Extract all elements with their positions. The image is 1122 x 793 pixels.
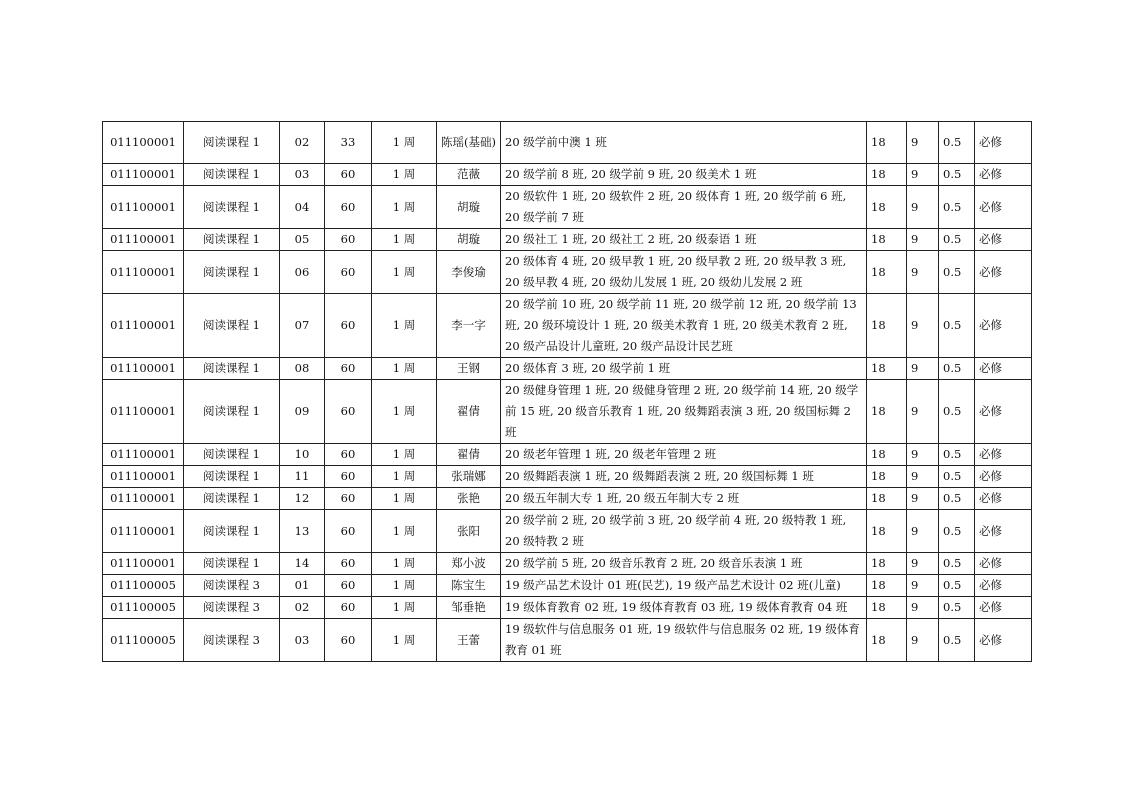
course-code-cell: 011100005 xyxy=(103,575,184,597)
credit-cell: 0.5 xyxy=(939,488,975,510)
teacher-cell: 郑小波 xyxy=(437,553,501,575)
course-code-cell: 011100001 xyxy=(103,380,184,444)
course-name-cell: 阅读课程 3 xyxy=(184,619,280,662)
capacity-cell: 60 xyxy=(325,619,372,662)
duration-cell: 1 周 xyxy=(372,444,437,466)
class-list-cell: 20 级软件 1 班, 20 级软件 2 班, 20 级体育 1 班, 20 级学前 6 班, 20 级学前 7 班 xyxy=(501,186,867,229)
duration-cell: 1 周 xyxy=(372,380,437,444)
duration-cell: 1 周 xyxy=(372,553,437,575)
credit-cell: 0.5 xyxy=(939,186,975,229)
duration-cell: 1 周 xyxy=(372,466,437,488)
teacher-cell: 李一字 xyxy=(437,294,501,358)
capacity-cell: 60 xyxy=(325,294,372,358)
course-type-cell: 必修 xyxy=(975,619,1032,662)
hours-cell: 18 xyxy=(867,597,907,619)
section-number-cell: 02 xyxy=(280,122,325,164)
course-name-cell: 阅读课程 1 xyxy=(184,164,280,186)
course-name-cell: 阅读课程 3 xyxy=(184,575,280,597)
teacher-cell: 范薇 xyxy=(437,164,501,186)
weeks-cell: 9 xyxy=(907,575,939,597)
duration-cell: 1 周 xyxy=(372,619,437,662)
teacher-cell: 胡璇 xyxy=(437,186,501,229)
credit-cell: 0.5 xyxy=(939,229,975,251)
table-row xyxy=(103,444,1032,466)
weeks-cell: 9 xyxy=(907,510,939,553)
course-code-cell: 011100005 xyxy=(103,619,184,662)
section-number-cell: 03 xyxy=(280,619,325,662)
hours-cell: 18 xyxy=(867,380,907,444)
credit-cell: 0.5 xyxy=(939,444,975,466)
weeks-cell: 9 xyxy=(907,444,939,466)
weeks-cell: 9 xyxy=(907,619,939,662)
hours-cell: 18 xyxy=(867,186,907,229)
capacity-cell: 60 xyxy=(325,466,372,488)
course-type-cell: 必修 xyxy=(975,186,1032,229)
course-name-cell: 阅读课程 1 xyxy=(184,229,280,251)
course-schedule-table xyxy=(102,121,1032,662)
teacher-cell: 张瑞娜 xyxy=(437,466,501,488)
hours-cell: 18 xyxy=(867,164,907,186)
course-type-cell: 必修 xyxy=(975,488,1032,510)
teacher-cell: 王蕾 xyxy=(437,619,501,662)
section-number-cell: 04 xyxy=(280,186,325,229)
table-row xyxy=(103,164,1032,186)
table-row xyxy=(103,186,1032,229)
teacher-cell: 张阳 xyxy=(437,510,501,553)
course-code-cell: 011100001 xyxy=(103,466,184,488)
course-name-cell: 阅读课程 1 xyxy=(184,510,280,553)
capacity-cell: 60 xyxy=(325,597,372,619)
credit-cell: 0.5 xyxy=(939,122,975,164)
section-number-cell: 14 xyxy=(280,553,325,575)
duration-cell: 1 周 xyxy=(372,358,437,380)
capacity-cell: 60 xyxy=(325,575,372,597)
class-list-cell: 20 级社工 1 班, 20 级社工 2 班, 20 级泰语 1 班 xyxy=(501,229,867,251)
credit-cell: 0.5 xyxy=(939,294,975,358)
course-code-cell: 011100001 xyxy=(103,186,184,229)
teacher-cell: 张艳 xyxy=(437,488,501,510)
hours-cell: 18 xyxy=(867,294,907,358)
course-code-cell: 011100005 xyxy=(103,597,184,619)
table-body xyxy=(103,122,1032,662)
course-name-cell: 阅读课程 1 xyxy=(184,444,280,466)
hours-cell: 18 xyxy=(867,619,907,662)
table-row xyxy=(103,251,1032,294)
hours-cell: 18 xyxy=(867,466,907,488)
hours-cell: 18 xyxy=(867,488,907,510)
class-list-cell: 19 级产品艺术设计 01 班(民艺), 19 级产品艺术设计 02 班(儿童) xyxy=(501,575,867,597)
hours-cell: 18 xyxy=(867,251,907,294)
hours-cell: 18 xyxy=(867,575,907,597)
teacher-cell: 胡璇 xyxy=(437,229,501,251)
duration-cell: 1 周 xyxy=(372,597,437,619)
credit-cell: 0.5 xyxy=(939,575,975,597)
hours-cell: 18 xyxy=(867,444,907,466)
section-number-cell: 08 xyxy=(280,358,325,380)
duration-cell: 1 周 xyxy=(372,294,437,358)
credit-cell: 0.5 xyxy=(939,619,975,662)
hours-cell: 18 xyxy=(867,122,907,164)
weeks-cell: 9 xyxy=(907,122,939,164)
table-row xyxy=(103,553,1032,575)
class-list-cell: 20 级学前 2 班, 20 级学前 3 班, 20 级学前 4 班, 20 级特教 1 班, 20 级特教 2 班 xyxy=(501,510,867,553)
class-list-cell: 20 级学前 5 班, 20 级音乐教育 2 班, 20 级音乐表演 1 班 xyxy=(501,553,867,575)
class-list-cell: 20 级学前中澳 1 班 xyxy=(501,122,867,164)
section-number-cell: 10 xyxy=(280,444,325,466)
table-row xyxy=(103,597,1032,619)
course-name-cell: 阅读课程 1 xyxy=(184,553,280,575)
weeks-cell: 9 xyxy=(907,229,939,251)
weeks-cell: 9 xyxy=(907,186,939,229)
capacity-cell: 60 xyxy=(325,358,372,380)
credit-cell: 0.5 xyxy=(939,466,975,488)
course-code-cell: 011100001 xyxy=(103,444,184,466)
teacher-cell: 陈瑶(基础) xyxy=(437,122,501,164)
duration-cell: 1 周 xyxy=(372,575,437,597)
weeks-cell: 9 xyxy=(907,380,939,444)
section-number-cell: 06 xyxy=(280,251,325,294)
course-type-cell: 必修 xyxy=(975,597,1032,619)
teacher-cell: 李俊瑜 xyxy=(437,251,501,294)
course-type-cell: 必修 xyxy=(975,380,1032,444)
capacity-cell: 60 xyxy=(325,510,372,553)
course-type-cell: 必修 xyxy=(975,229,1032,251)
course-code-cell: 011100001 xyxy=(103,229,184,251)
credit-cell: 0.5 xyxy=(939,358,975,380)
class-list-cell: 20 级老年管理 1 班, 20 级老年管理 2 班 xyxy=(501,444,867,466)
course-code-cell: 011100001 xyxy=(103,251,184,294)
class-list-cell: 20 级五年制大专 1 班, 20 级五年制大专 2 班 xyxy=(501,488,867,510)
course-name-cell: 阅读课程 1 xyxy=(184,186,280,229)
capacity-cell: 60 xyxy=(325,444,372,466)
course-code-cell: 011100001 xyxy=(103,294,184,358)
capacity-cell: 60 xyxy=(325,553,372,575)
course-code-cell: 011100001 xyxy=(103,553,184,575)
duration-cell: 1 周 xyxy=(372,251,437,294)
class-list-cell: 20 级学前 10 班, 20 级学前 11 班, 20 级学前 12 班, 20 级学前 13 班, 20 级环境设计 1 班, 20 级美术教育 1 班, 20 级美术教育 2 班, 20 级产品设计儿童班, 20 级产品设计民艺班 xyxy=(501,294,867,358)
course-name-cell: 阅读课程 3 xyxy=(184,597,280,619)
course-code-cell: 011100001 xyxy=(103,488,184,510)
class-list-cell: 20 级学前 8 班, 20 级学前 9 班, 20 级美术 1 班 xyxy=(501,164,867,186)
section-number-cell: 02 xyxy=(280,597,325,619)
hours-cell: 18 xyxy=(867,553,907,575)
credit-cell: 0.5 xyxy=(939,164,975,186)
course-type-cell: 必修 xyxy=(975,251,1032,294)
table-row xyxy=(103,122,1032,164)
table-row xyxy=(103,575,1032,597)
credit-cell: 0.5 xyxy=(939,380,975,444)
capacity-cell: 33 xyxy=(325,122,372,164)
capacity-cell: 60 xyxy=(325,164,372,186)
duration-cell: 1 周 xyxy=(372,510,437,553)
class-list-cell: 20 级健身管理 1 班, 20 级健身管理 2 班, 20 级学前 14 班, 20 级学前 15 班, 20 级音乐教育 1 班, 20 级舞蹈表演 3 班, 20 级国标舞 2 班 xyxy=(501,380,867,444)
table-row xyxy=(103,358,1032,380)
class-list-cell: 20 级体育 4 班, 20 级早教 1 班, 20 级早教 2 班, 20 级早教 3 班, 20 级早教 4 班, 20 级幼儿发展 1 班, 20 级幼儿发展 2 班 xyxy=(501,251,867,294)
table-row xyxy=(103,510,1032,553)
credit-cell: 0.5 xyxy=(939,251,975,294)
capacity-cell: 60 xyxy=(325,229,372,251)
course-type-cell: 必修 xyxy=(975,466,1032,488)
credit-cell: 0.5 xyxy=(939,597,975,619)
course-code-cell: 011100001 xyxy=(103,358,184,380)
weeks-cell: 9 xyxy=(907,358,939,380)
class-list-cell: 20 级舞蹈表演 1 班, 20 级舞蹈表演 2 班, 20 级国标舞 1 班 xyxy=(501,466,867,488)
credit-cell: 0.5 xyxy=(939,510,975,553)
course-type-cell: 必修 xyxy=(975,575,1032,597)
course-name-cell: 阅读课程 1 xyxy=(184,294,280,358)
section-number-cell: 09 xyxy=(280,380,325,444)
teacher-cell: 陈宝生 xyxy=(437,575,501,597)
teacher-cell: 翟倩 xyxy=(437,380,501,444)
duration-cell: 1 周 xyxy=(372,229,437,251)
duration-cell: 1 周 xyxy=(372,122,437,164)
section-number-cell: 11 xyxy=(280,466,325,488)
course-name-cell: 阅读课程 1 xyxy=(184,466,280,488)
teacher-cell: 翟倩 xyxy=(437,444,501,466)
course-code-cell: 011100001 xyxy=(103,510,184,553)
course-type-cell: 必修 xyxy=(975,358,1032,380)
hours-cell: 18 xyxy=(867,229,907,251)
course-code-cell: 011100001 xyxy=(103,122,184,164)
duration-cell: 1 周 xyxy=(372,164,437,186)
section-number-cell: 13 xyxy=(280,510,325,553)
course-type-cell: 必修 xyxy=(975,510,1032,553)
course-type-cell: 必修 xyxy=(975,122,1032,164)
table-row xyxy=(103,294,1032,358)
weeks-cell: 9 xyxy=(907,597,939,619)
table-row xyxy=(103,380,1032,444)
weeks-cell: 9 xyxy=(907,488,939,510)
table-row xyxy=(103,466,1032,488)
weeks-cell: 9 xyxy=(907,553,939,575)
course-type-cell: 必修 xyxy=(975,444,1032,466)
section-number-cell: 05 xyxy=(280,229,325,251)
table-row xyxy=(103,488,1032,510)
teacher-cell: 邹垂艳 xyxy=(437,597,501,619)
capacity-cell: 60 xyxy=(325,488,372,510)
course-name-cell: 阅读课程 1 xyxy=(184,251,280,294)
class-list-cell: 19 级软件与信息服务 01 班, 19 级软件与信息服务 02 班, 19 级体育教育 01 班 xyxy=(501,619,867,662)
credit-cell: 0.5 xyxy=(939,553,975,575)
weeks-cell: 9 xyxy=(907,251,939,294)
course-type-cell: 必修 xyxy=(975,164,1032,186)
section-number-cell: 01 xyxy=(280,575,325,597)
course-name-cell: 阅读课程 1 xyxy=(184,358,280,380)
course-type-cell: 必修 xyxy=(975,553,1032,575)
hours-cell: 18 xyxy=(867,510,907,553)
course-code-cell: 011100001 xyxy=(103,164,184,186)
capacity-cell: 60 xyxy=(325,186,372,229)
capacity-cell: 60 xyxy=(325,251,372,294)
class-list-cell: 20 级体育 3 班, 20 级学前 1 班 xyxy=(501,358,867,380)
section-number-cell: 03 xyxy=(280,164,325,186)
table-row xyxy=(103,619,1032,662)
capacity-cell: 60 xyxy=(325,380,372,444)
class-list-cell: 19 级体育教育 02 班, 19 级体育教育 03 班, 19 级体育教育 04 班 xyxy=(501,597,867,619)
weeks-cell: 9 xyxy=(907,466,939,488)
hours-cell: 18 xyxy=(867,358,907,380)
duration-cell: 1 周 xyxy=(372,186,437,229)
course-name-cell: 阅读课程 1 xyxy=(184,122,280,164)
duration-cell: 1 周 xyxy=(372,488,437,510)
course-name-cell: 阅读课程 1 xyxy=(184,380,280,444)
table-row xyxy=(103,229,1032,251)
course-type-cell: 必修 xyxy=(975,294,1032,358)
section-number-cell: 12 xyxy=(280,488,325,510)
course-name-cell: 阅读课程 1 xyxy=(184,488,280,510)
weeks-cell: 9 xyxy=(907,294,939,358)
weeks-cell: 9 xyxy=(907,164,939,186)
teacher-cell: 王钢 xyxy=(437,358,501,380)
section-number-cell: 07 xyxy=(280,294,325,358)
